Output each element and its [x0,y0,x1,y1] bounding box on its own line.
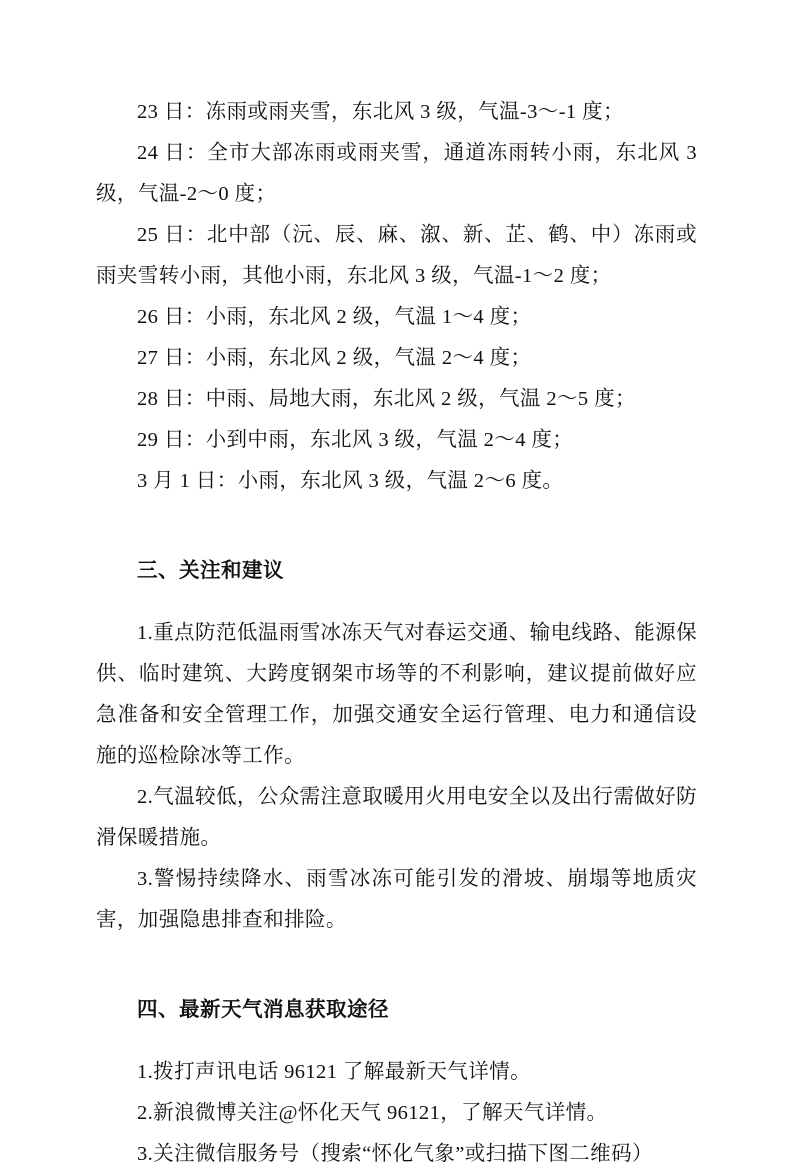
section-four-paragraph: 3.关注微信服务号（搜索“怀化气象”或扫描下图二维码） [137,1143,653,1165]
forecast-line: 27 日：小雨，东北风 2 级，气温 2～4 度； [137,347,532,369]
forecast-line: 23 日：冻雨或雨夹雪，东北风 3 级，气温-3～-1 度； [137,101,624,123]
section-three-paragraph: 2.气温较低，公众需注意取暖用火用电安全以及出行需做好防滑保暖措施。 [96,786,697,849]
forecast-line: 29 日：小到中雨，东北风 3 级，气温 2～4 度； [137,429,574,451]
forecast-line: 28 日：中雨、局地大雨，东北风 2 级，气温 2～5 度； [137,388,636,410]
forecast-line: 3 月 1 日：小雨，东北风 3 级，气温 2～6 度。 [137,470,564,492]
spacer [96,1030,697,1052]
forecast-line: 25 日：北中部（沅、辰、麻、溆、新、芷、鹤、中）冻雨或雨夹雪转小雨，其他小雨，东北风 3 级，气温-1～2 度； [96,224,697,287]
spacer [96,591,697,613]
section-heading-three: 三、关注和建议 [137,559,284,582]
section-three-paragraph: 1.重点防范低温雨雪冰冻天气对春运交通、输电线路、能源保供、临时建筑、大跨度钢架市场等的不利影响，建议提前做好应急准备和安全管理工作，加强交通安全运行管理、电力和通信设施的巡检除冰等工作。 [96,622,697,767]
document-body [96,92,697,1175]
section-heading-four: 四、最新天气消息获取途径 [137,998,389,1021]
forecast-line: 26 日：小雨，东北风 2 级，气温 1～4 度； [137,306,532,328]
forecast-line: 24 日：全市大部冻雨或雨夹雪，通道冻雨转小雨，东北风 3 级，气温-2～0 度； [96,142,697,205]
spacer [96,941,697,989]
section-four-paragraph: 1.拨打声讯电话 96121 了解最新天气详情。 [137,1061,531,1083]
spacer [96,502,697,550]
section-three-paragraph: 3.警惕持续降水、雨雪冰冻可能引发的滑坡、崩塌等地质灾害，加强隐患排查和排险。 [96,868,697,931]
forecast-list [96,92,697,502]
section-four-paragraph: 2.新浪微博关注@怀化天气 96121，了解天气详情。 [137,1102,608,1124]
